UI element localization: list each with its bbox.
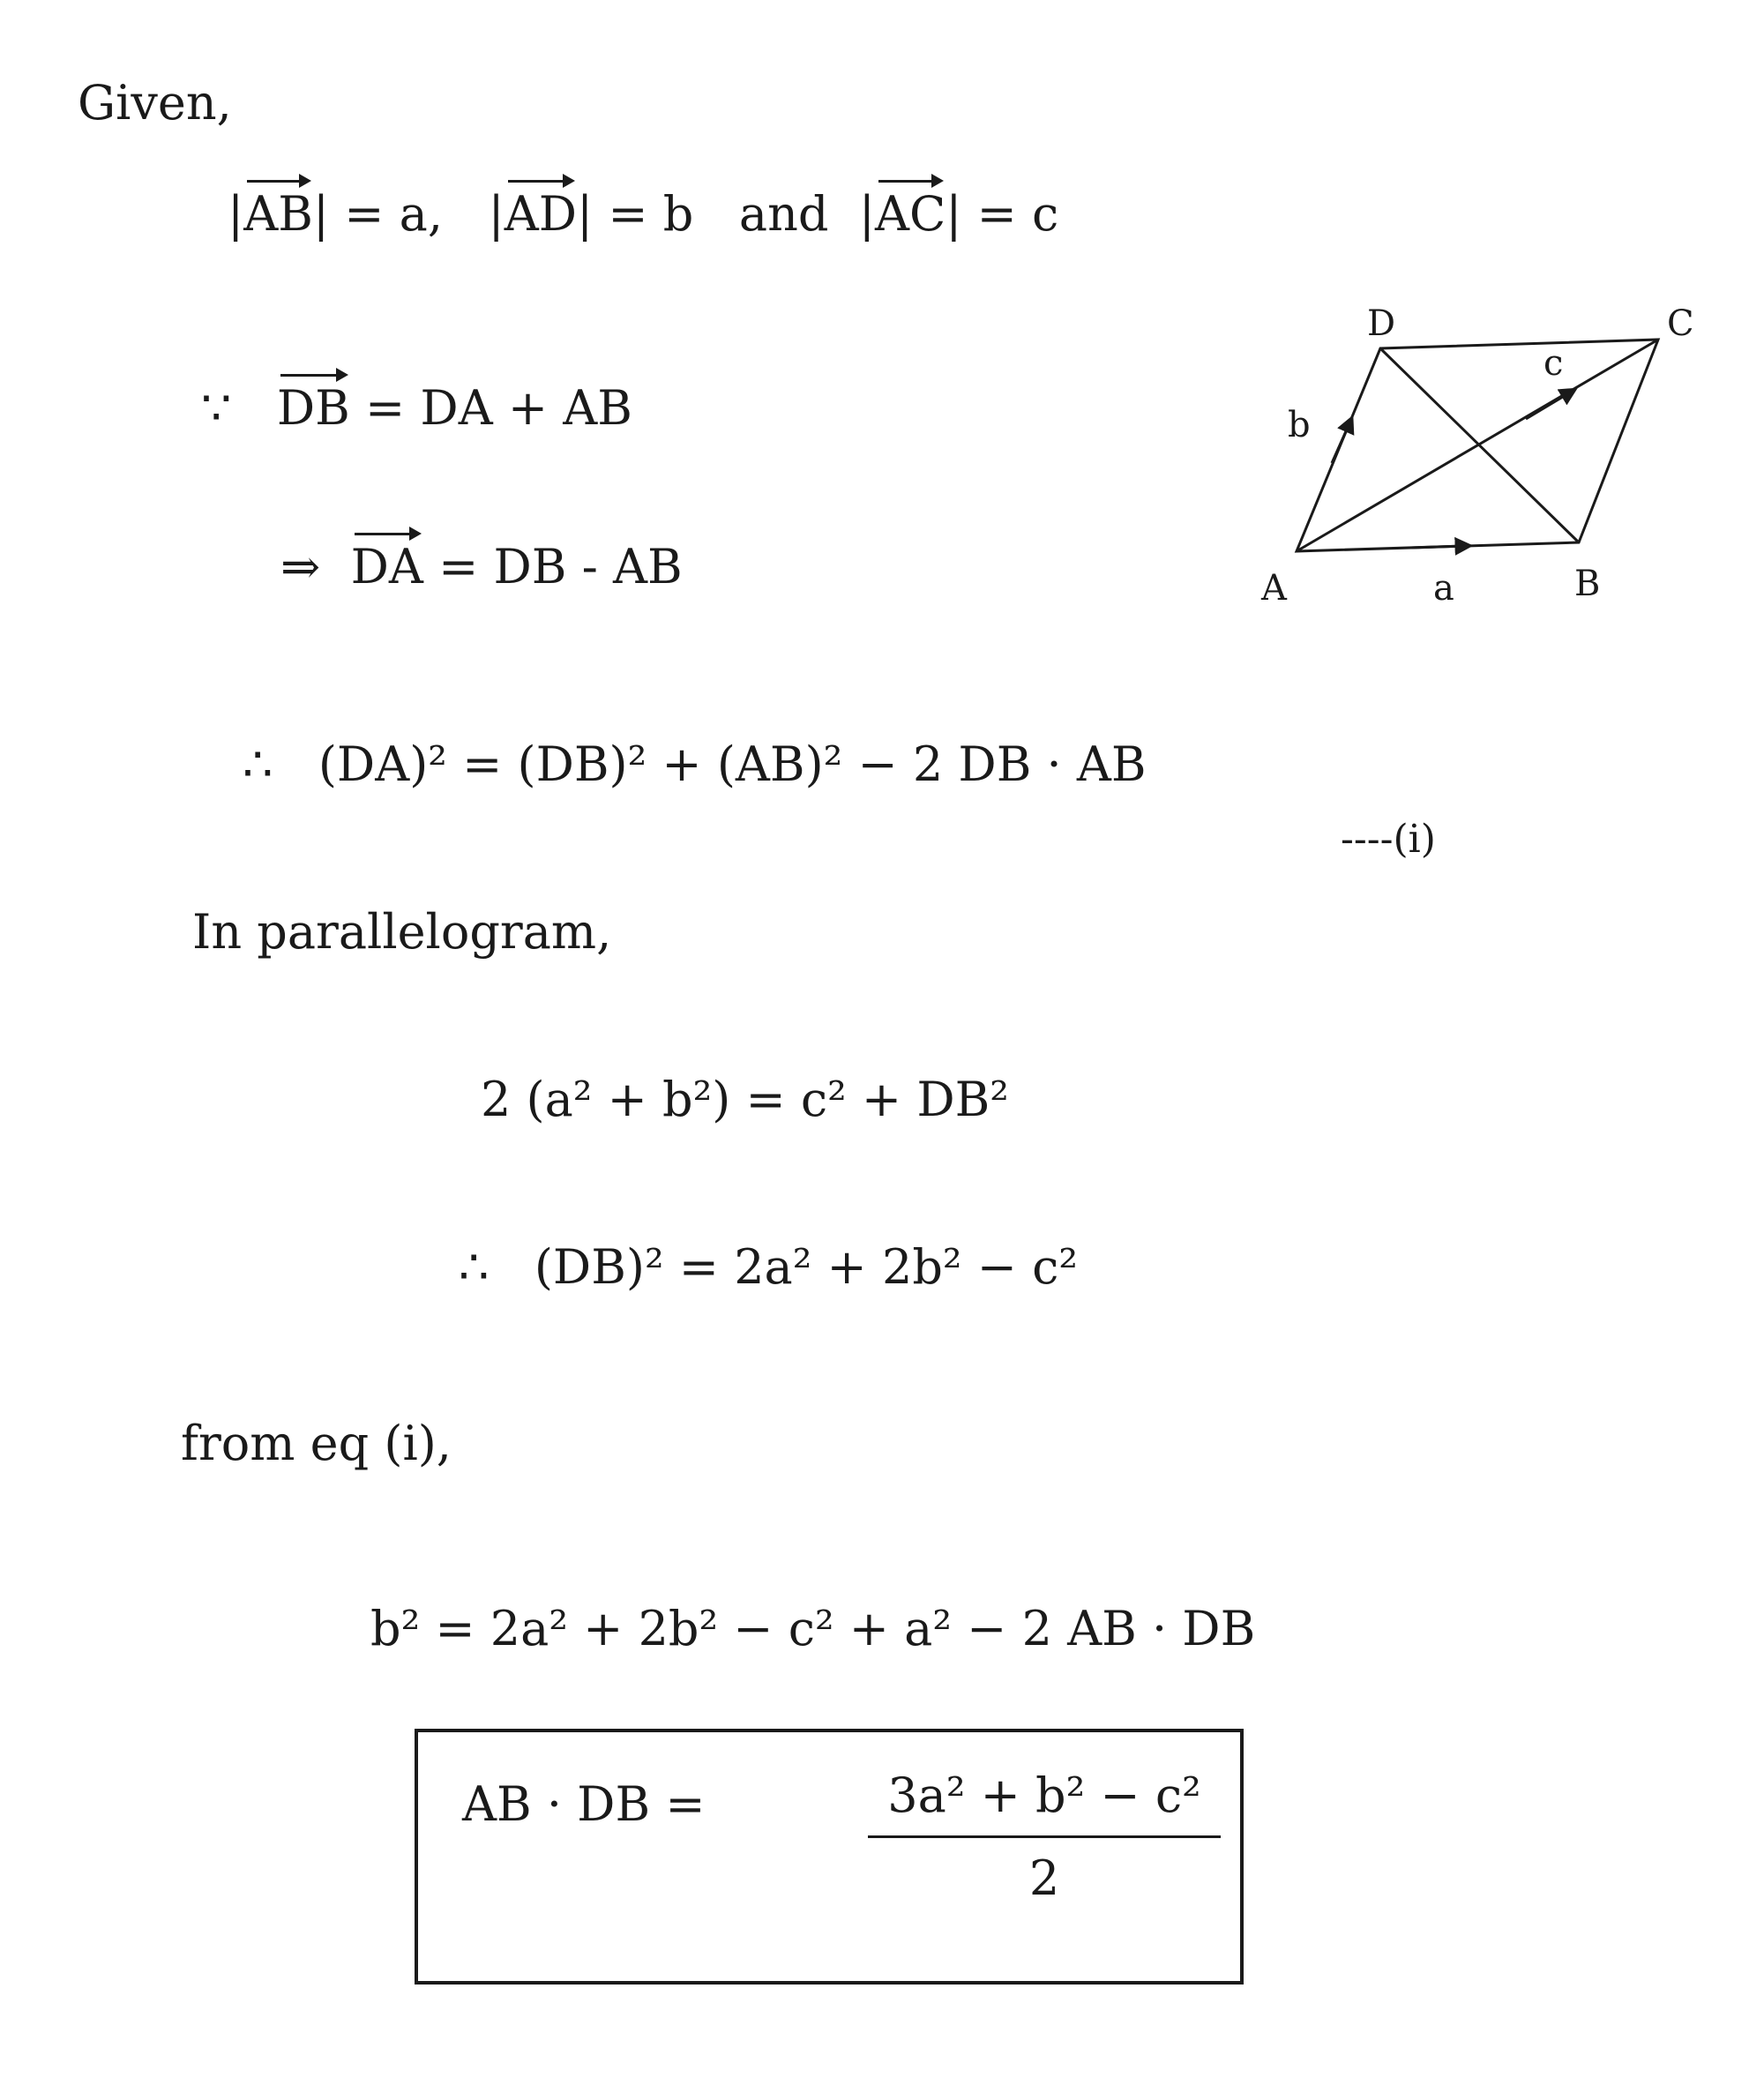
parallelogram-heading: In parallelogram, <box>192 904 612 960</box>
step-db-squared <box>459 1239 1079 1295</box>
da-squared-expression: (DA)² = (DB)² + (AB)² − 2 DB · AB <box>318 736 1147 792</box>
vector-a-label: a <box>1433 568 1454 609</box>
step-da-difference <box>280 538 683 594</box>
from-eq-heading: from eq (i), <box>181 1416 452 1471</box>
arrow-b <box>1332 423 1349 463</box>
vertex-a-label: A <box>1261 568 1287 609</box>
vertex-c-label: C <box>1667 309 1694 344</box>
substituted-equation: b² = 2a² + 2b² − c² + a² − 2 AB · DB <box>370 1601 1256 1656</box>
given-ac-value: = c <box>976 186 1059 242</box>
step-db-sum <box>201 379 632 436</box>
implies-symbol: ⇒ <box>280 539 321 594</box>
given-ab-value: = a, <box>344 186 444 242</box>
therefore-symbol: ∴ <box>243 736 273 792</box>
result-box <box>415 1729 1244 1985</box>
vector-da: DA <box>350 539 423 594</box>
vector-db: DB <box>276 380 350 436</box>
because-symbol: ∵ <box>201 380 232 436</box>
parallelogram-diagram <box>1235 309 1729 635</box>
therefore-symbol-2: ∴ <box>459 1239 490 1295</box>
vector-ab: AB <box>243 186 313 242</box>
vector-c-label: c <box>1544 343 1564 384</box>
result-lhs: AB · DB = <box>462 1776 706 1832</box>
da-difference-rhs: = DB - AB <box>438 539 683 594</box>
vector-ac: AC <box>874 186 946 242</box>
arrow-a <box>1411 546 1464 548</box>
equation-tag-i: ----(i) <box>1341 817 1436 862</box>
db-squared-expression: (DB)² = 2a² + 2b² − c² <box>534 1239 1079 1295</box>
diagonal-ac <box>1297 340 1658 551</box>
vector-b-label: b <box>1288 405 1311 445</box>
result-numerator: 3a² + b² − c² <box>887 1768 1201 1823</box>
arrow-c <box>1526 392 1570 419</box>
result-denominator: 2 <box>1028 1850 1060 1906</box>
parallelogram-law: 2 (a² + b²) = c² + DB² <box>481 1072 1009 1127</box>
vertex-d-label: D <box>1367 309 1396 344</box>
given-and: and <box>738 186 829 242</box>
given-ad-value: = b <box>608 186 694 242</box>
given-magnitudes: |AB| = a, |AD| = b and |AC| = c <box>228 186 1059 242</box>
vertex-b-label: B <box>1574 564 1601 604</box>
given-heading: Given, <box>78 75 232 131</box>
db-sum-rhs: = DA + AB <box>365 380 632 436</box>
step-da-squared <box>243 736 1147 792</box>
vector-ad: AD <box>504 186 578 242</box>
result-fraction <box>859 1768 1230 1906</box>
